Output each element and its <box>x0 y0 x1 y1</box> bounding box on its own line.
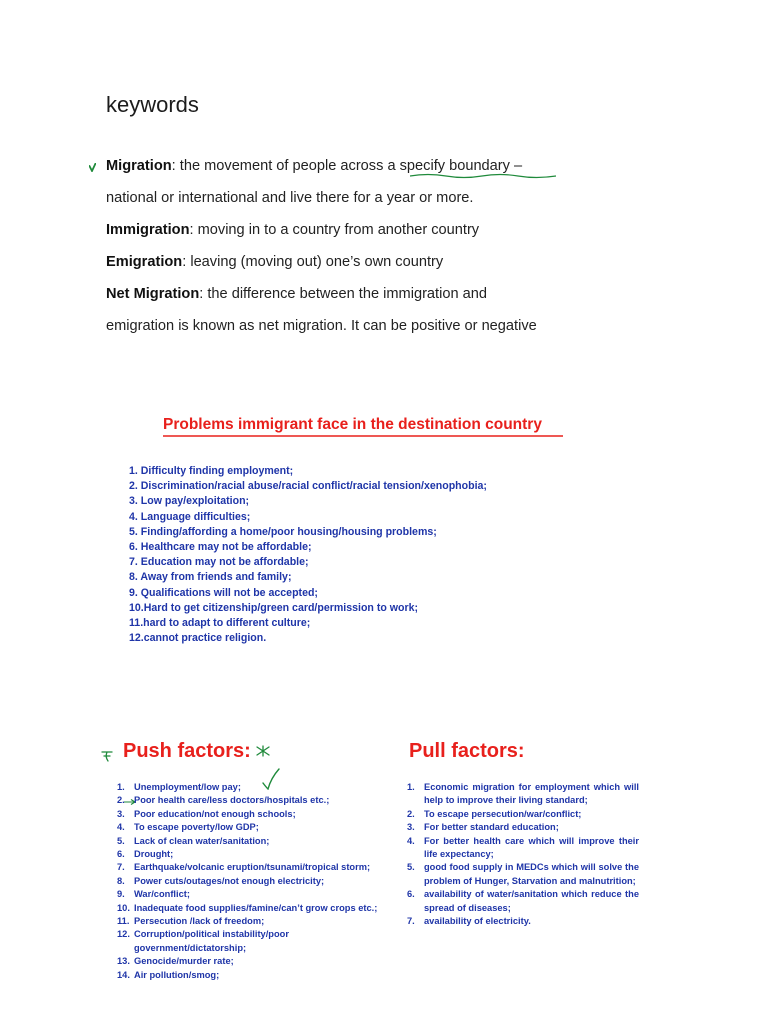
push-factors-heading: Push factors: <box>123 740 251 762</box>
list-item: 10.Hard to get citizenship/green card/permission to work; <box>129 601 419 614</box>
list-item <box>117 888 379 901</box>
item-text: Lack of clean water/sanitation; <box>134 835 270 846</box>
list-item <box>407 781 639 808</box>
list-item: 7. Education may not be affordable; <box>129 556 309 569</box>
problems-list <box>129 464 487 646</box>
push-factors-list <box>117 781 379 982</box>
list-item: 1. Difficulty finding employment; <box>129 465 294 477</box>
item-text: Genocide/murder rate; <box>134 956 234 967</box>
item-number: 10. <box>117 902 130 913</box>
list-item <box>117 861 379 874</box>
star-mark-icon <box>100 748 114 762</box>
term-migration: Migration <box>106 158 172 174</box>
item-number: 2. <box>407 808 415 819</box>
list-item: 4. Language difficulties; <box>129 510 251 523</box>
item-number: 11. <box>117 916 130 927</box>
item-number: 6. <box>407 889 415 900</box>
wavy-underline-icon <box>410 173 556 179</box>
definition-text-continued: emigration is known as net migration. It can be positive or negative <box>106 318 537 334</box>
list-item: 3. Low pay/exploitation; <box>129 495 250 508</box>
list-item: 2. Discrimination/racial abuse/racial conflict/racial tension/xenophobia; <box>129 480 487 493</box>
item-number: 4. <box>117 822 125 833</box>
list-item <box>117 808 379 821</box>
list-item <box>117 969 379 982</box>
item-number: 6. <box>117 849 125 860</box>
item-text: good food supply in MEDCs which will solve the problem of Hunger, Starvation and malnutrition; <box>424 862 639 886</box>
keywords-heading: keywords <box>106 92 199 117</box>
list-item: 12.cannot practice religion. <box>129 632 267 645</box>
item-text: availability of electricity. <box>424 916 531 927</box>
list-item <box>407 821 639 834</box>
item-text: Air pollution/smog; <box>134 969 220 980</box>
item-number: 4. <box>407 835 415 846</box>
item-number: 1. <box>117 782 125 792</box>
problems-heading: Problems immigrant face in the destination country <box>163 416 542 433</box>
list-item <box>117 928 379 955</box>
item-number: 5. <box>117 835 125 846</box>
item-text: To escape persecution/war/conflict; <box>424 808 582 819</box>
list-item <box>407 888 639 915</box>
list-item <box>117 902 379 915</box>
item-text: Earthquake/volcanic eruption/tsunami/tropical storm; <box>134 862 371 873</box>
list-item: 6. Healthcare may not be affordable; <box>129 541 312 554</box>
item-number: 12. <box>117 929 130 940</box>
item-number: 7. <box>407 916 415 927</box>
definition-migration <box>106 156 576 209</box>
list-item: 11.hard to adapt to different culture; <box>129 617 311 630</box>
term-immigration: Immigration <box>106 222 190 238</box>
item-text: Power cuts/outages/not enough electricity; <box>134 875 325 886</box>
item-number: 5. <box>407 862 415 873</box>
tick-mark-icon <box>89 163 96 172</box>
list-item <box>407 808 639 821</box>
item-text: Poor health care/less doctors/hospitals etc.; <box>134 795 330 806</box>
definitions-block <box>106 156 576 348</box>
item-text: Poor education/not enough schools; <box>134 808 296 819</box>
list-item <box>407 861 639 888</box>
definition-emigration <box>106 252 576 273</box>
heading-underline <box>163 434 563 438</box>
list-item <box>117 821 379 834</box>
item-number: 1. <box>407 782 415 792</box>
item-text: availability of water/sanitation which reduce the spread of diseases; <box>424 889 639 913</box>
item-number: 14. <box>117 969 130 980</box>
item-text: Drought; <box>134 849 174 860</box>
definition-net-migration <box>106 284 576 337</box>
item-number: 9. <box>117 889 125 900</box>
pull-factors-list <box>407 781 639 928</box>
item-text: For better health care which will improve their life expectancy; <box>424 835 639 860</box>
definition-text: : leaving (moving out) one’s own country <box>182 254 444 270</box>
list-item <box>117 955 379 968</box>
list-item <box>407 835 639 862</box>
list-item <box>117 848 379 861</box>
definition-text-continued: national or international and live there for a year or more. <box>106 190 474 206</box>
item-number: 13. <box>117 956 130 967</box>
item-number: 8. <box>117 875 125 886</box>
definition-text: : moving in to a country from another country <box>189 222 480 238</box>
item-text: Inadequate food supplies/famine/can’t grow crops etc.; <box>134 902 378 913</box>
list-item <box>117 794 379 807</box>
item-number: 2. <box>117 795 125 806</box>
definition-text: : the difference between the immigration and <box>199 286 487 302</box>
item-text: For better standard education; <box>424 822 559 833</box>
pull-factors-heading: Pull factors: <box>409 740 525 762</box>
list-item: 9. Qualifications will not be accepted; <box>129 586 318 599</box>
item-text: Unemployment/low pay; <box>134 782 241 792</box>
definition-immigration <box>106 220 576 241</box>
list-item <box>407 915 639 928</box>
item-number: 3. <box>117 808 125 819</box>
definition-text: : the movement of people across a specify boundary – <box>171 158 523 174</box>
term-emigration: Emigration <box>106 254 183 270</box>
list-item <box>117 781 379 794</box>
item-number: 7. <box>117 862 125 873</box>
list-item <box>117 875 379 888</box>
item-text: Economic migration for employment which will help to improve their living standard; <box>424 782 639 806</box>
list-item <box>117 835 379 848</box>
list-item: 5. Finding/affording a home/poor housing/housing problems; <box>129 525 437 538</box>
list-item <box>117 915 379 928</box>
item-text: Persecution /lack of freedom; <box>134 916 265 927</box>
star-mark-icon <box>255 745 271 757</box>
item-text: To escape poverty/low GDP; <box>134 822 259 833</box>
item-number: 3. <box>407 822 415 833</box>
item-text: War/conflict; <box>134 889 190 900</box>
item-text: Corruption/political instability/poor government/dictatorship; <box>134 929 289 953</box>
list-item: 8. Away from friends and family; <box>129 571 292 584</box>
term-net-migration: Net Migration <box>106 286 200 302</box>
